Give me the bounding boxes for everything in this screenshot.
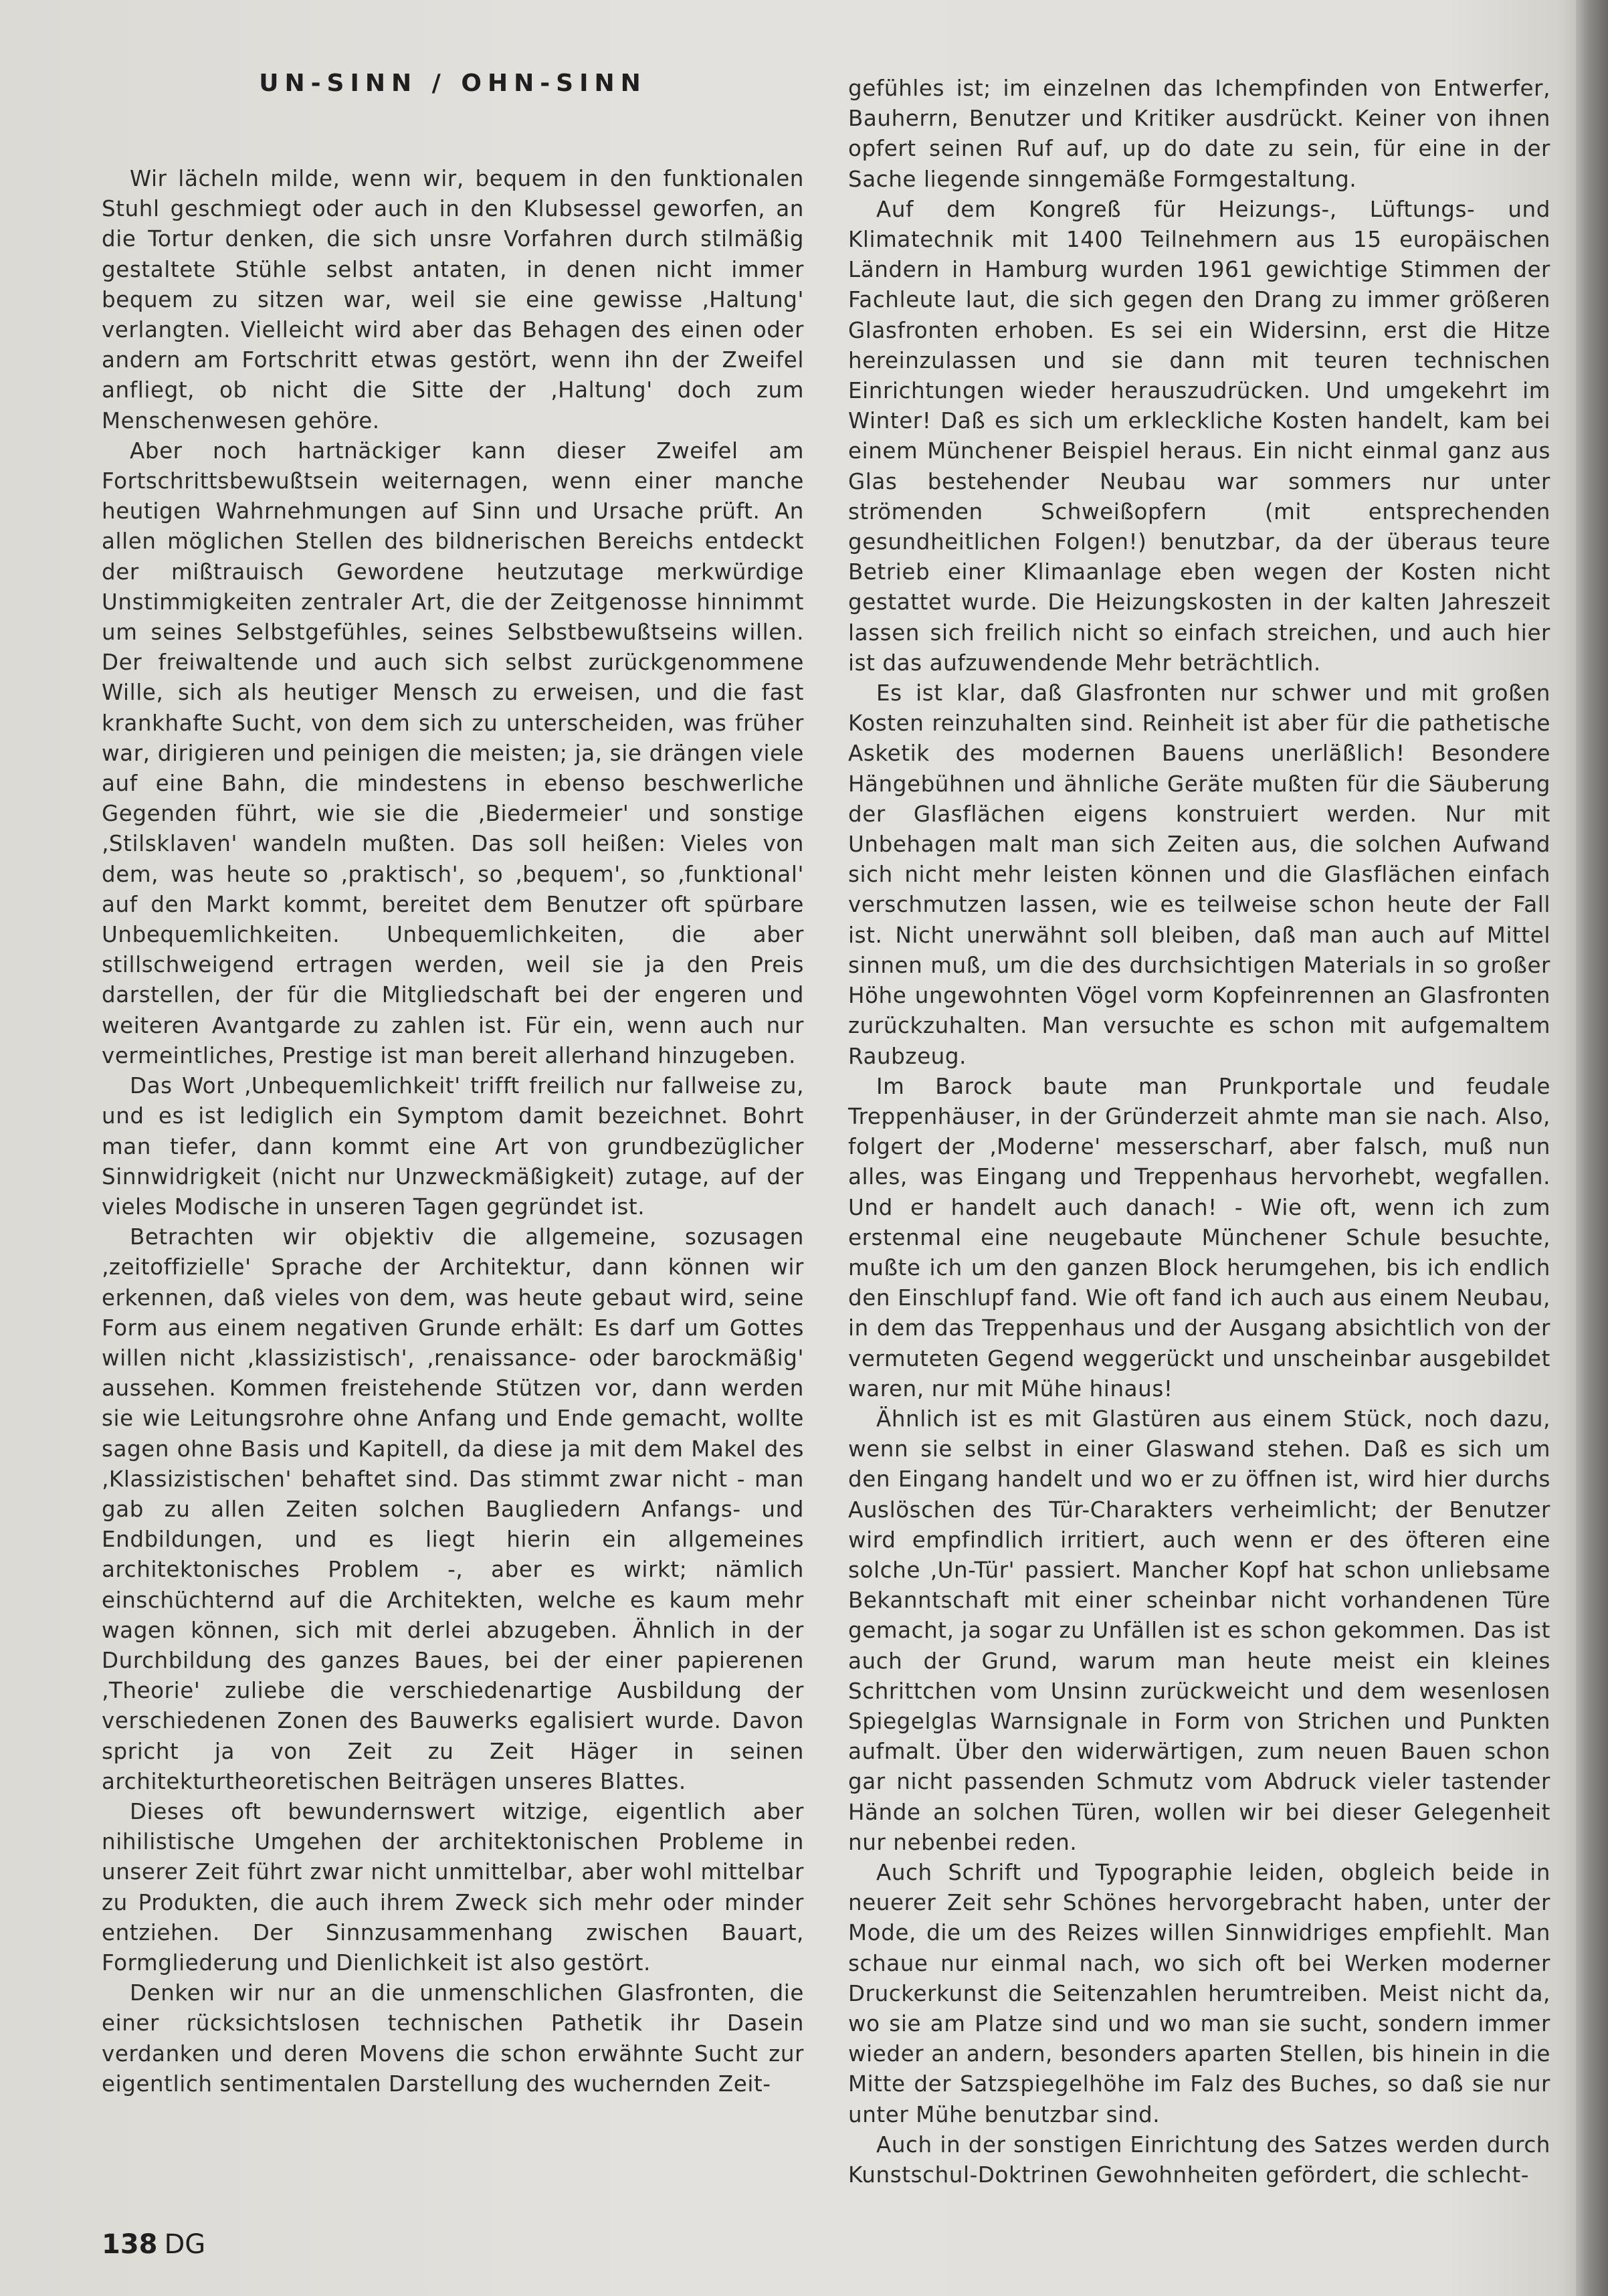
paragraph: Ähnlich ist es mit Glastüren aus einem Stück, noch dazu, wenn sie selbst in einer Glaswand stehen. Daß es sich um den Eingang handelt und wo er zu öffnen ist, wird hier durchs Auslöschen des Tür-Charakters verheimlicht; der Benutzer wird empfindlich irritiert, auch wenn er des öfteren eine solche ‚Un-Tür' passiert. Mancher Kopf hat schon unliebsame Bekanntschaft mit einer scheinbar nicht vorhandenen Türe gemacht, ja sogar zu Unfällen ist es schon gekommen. Das ist auch der Grund, warum man heute meist ein kleines Schrittchen vom Unsinn zurückweicht und dem wesenlosen Spiegelglas Warnsignale in Form von Strichen und Punkten aufmalt. Über den widerwärtigen, zum neuen Bauen schon gar nicht passenden Schmutz vom Abdruck vieler tastender Hände an solchen Türen, wollen wir bei dieser Gelegenheit nur nebenbei reden. <box>848 1406 1550 1855</box>
paragraph: Auf dem Kongreß für Heizungs-, Lüftungs- und Klimatechnik mit 1400 Teilnehmern aus 15 europäischen Ländern in Hamburg wurden 1961 gewichtige Stimmen der Fachleute laut, die sich gegen den Drang zu immer größeren Glasfronten erhoben. Es sei ein Widersinn, erst die Hitze hereinzulassen und sie dann mit teuren technischen Einrichtungen wieder herauszudrücken. Und umgekehrt im Winter! Daß es sich um erkleckliche Kosten handelt, kam bei einem Münchener Beispiel heraus. Ein nicht einmal ganz aus Glas bestehender Neubau war sommers nur unter strömenden Schweißopfern (mit entsprechenden gesundheitlichen Folgen!) benutzbar, da der überaus teure Betrieb einer Klimaanlage eben wegen der Kosten nicht gestattet wurde. Die Heizungskosten in der kalten Jahreszeit lassen sich freilich nicht so einfach streichen, und auch hier ist das aufzuwendende Mehr beträchtlich. <box>848 196 1550 676</box>
paragraph: Im Barock baute man Prunkportale und feudale Treppenhäuser, in der Gründerzeit ahmte man sie nach. Also, folgert der ‚Moderne' messerscharf, aber falsch, muß nun alles, was Eingang und Treppenhaus hervorhebt, wegfallen. Und er handelt auch danach! - Wie oft, wenn ich zum erstenmal eine neugebaute Münchener Schule besuchte, mußte ich um den ganzen Block herumgehen, bis ich endlich den Einschlupf fand. Wie oft fand ich auch aus einem Neubau, in dem das Treppenhaus und der Ausgang absichtlich von der vermuteten Gegend weggerückt und unscheinbar ausgebildet waren, nur mit Mühe hinaus! <box>848 1073 1550 1402</box>
page-folio <box>102 2228 205 2261</box>
left-column <box>102 64 804 2271</box>
page-number: 138 <box>102 2229 158 2260</box>
paragraph: Das Wort ‚Unbequemlichkeit' trifft freilich nur fallweise zu, und es ist lediglich ein Symptom damit bezeichnet. Bohrt man tiefer, dann kommt eine Art von grundbezüglicher Sinnwidrigkeit (nicht nur Unzweckmäßigkeit) zutage, auf der vieles Modische in unseren Tagen gegründet ist. <box>102 1073 804 1220</box>
paragraph: Denken wir nur an die unmenschlichen Glasfronten, die einer rücksichtslosen technischen Pathetik ihr Dasein verdanken und deren Movens die schon erwähnte Sucht zur eigentlich sentimentalen Darstellung des wuchernden Zeit- <box>102 1980 804 2097</box>
right-column <box>848 74 1550 2281</box>
paragraph: Wir lächeln milde, wenn wir, bequem in den funktionalen Stuhl geschmiegt oder auch in den Klubsessel geworfen, an die Tortur denken, die sich unsre Vorfahren durch stilmäßig gestaltete Stühle selbst antaten, in denen nicht immer bequem zu sitzen war, weil sie eine gewisse ‚Haltung' verlangten. Vielleicht wird aber das Behagen des einen oder andern am Fortschritt etwas gestört, wenn ihn der Zweifel anfliegt, ob nicht die Sitte der ‚Haltung' doch zum Menschenwesen gehöre. <box>102 166 804 434</box>
paragraph: gefühles ist; im einzelnen das Ichempfinden von Entwerfer, Bauherrn, Benutzer und Kritiker ausdrückt. Keiner von ihnen opfert seinen Ruf auf, up do date zu sein, für eine in der Sache liegende sinngemäße Formgestaltung. <box>848 76 1550 192</box>
paragraph: Dieses oft bewundernswert witzige, eigentlich aber nihilistische Umgehen der architektonischen Probleme in unserer Zeit führt zwar nicht unmittelbar, aber wohl mittelbar zu Produkten, die auch ihrem Zweck sich mehr oder minder entziehen. Der Sinnzusammenhang zwischen Bauart, Formgliederung und Dienlichkeit ist also gestört. <box>102 1798 804 1976</box>
paragraph: Auch in der sonstigen Einrichtung des Satzes werden durch Kunstschul-Doktrinen Gewohnheiten gefördert, die schlecht- <box>848 2131 1550 2188</box>
article-title: UN-SINN / OHN-SINN <box>259 70 647 97</box>
paragraph: Auch Schrift und Typographie leiden, obgleich beide in neuerer Zeit sehr Schönes hervorgebracht haben, unter der Mode, die um des Reizes willen Sinnwidriges empfiehlt. Man schaue nur einmal nach, wo sich oft bei Werken moderner Druckerkunst die Seitenzahlen herumtreiben. Meist nicht da, wo sie am Platze sind und wo man sie sucht, sondern immer wieder an andern, besonders aparten Stellen, bis hinein in die Mitte der Satzspiegelhöhe im Falz des Buches, so daß sie nur unter Mühe benutzbar sind. <box>848 1859 1550 2127</box>
publication-label: DG <box>164 2229 206 2260</box>
book-spine-shadow <box>1576 0 1608 2296</box>
paragraph: Es ist klar, daß Glasfronten nur schwer und mit großen Kosten reinzuhalten sind. Reinheit ist aber für die pathetische Asketik des modernen Bauens unerläßlich! Besondere Hängebühnen und ähnliche Geräte mußten für die Säuberung der Glasflächen eigens konstruiert werden. Nur mit Unbehagen malt man sich Zeiten aus, die solchen Aufwand sich nicht mehr leisten können und die Glasflächen einfach verschmutzen lassen, wie es teilweise schon heute der Fall ist. Nicht unerwähnt soll bleiben, daß man auch auf Mittel sinnen muß, um die des durchsichtigen Materials in so großer Höhe ungewohnten Vögel vorm Kopfeinrennen an Glasfronten zurückzuhalten. Man versuchte es schon mit aufgemaltem Raubzeug. <box>848 680 1550 1069</box>
paragraph: Aber noch hartnäckiger kann dieser Zweifel am Fortschrittsbewußtsein weiternagen, wenn einer manche heutigen Wahrnehmungen auf Sinn und Ursache prüft. An allen möglichen Stellen des bildnerischen Bereichs entdeckt der mißtrauisch Gewordene heutzutage merkwürdige Unstimmigkeiten zentraler Art, die der Zeitgenosse hinnimmt um seines Selbstgefühles, seines Selbstbewußtseins willen. Der freiwaltende und auch sich selbst zurückgenommene Wille, sich als heutiger Mensch zu erweisen, und die fast krankhafte Sucht, von dem sich zu unterscheiden, was früher war, dirigieren und peinigen die meisten; ja, sie drängen viele auf eine Bahn, die mindestens in ebenso beschwerliche Gegenden führt, wie sie die ‚Biedermeier' und sonstige ‚Stilsklaven' wandeln mußten. Das soll heißen: Vieles von dem, was heute so ‚praktisch', so ‚bequem', so ‚funktional' auf den Markt kommt, bereitet dem Benutzer oft spürbare Unbequemlichkeiten. Unbequemlichkeiten, die aber stillschweigend ertragen werden, weil sie ja den Preis darstellen, der für die Mitgliedschaft bei der engeren und weiteren Avantgarde zu zahlen ist. Für ein, wenn auch nur vermeintliches, Prestige ist man bereit allerhand hinzugeben. <box>102 438 804 1068</box>
paragraph: Betrachten wir objektiv die allgemeine, sozusagen ‚zeitoffizielle' Sprache der Architektur, dann können wir erkennen, daß vieles von dem, was heute gebaut wird, seine Form aus einem negativen Grunde erhält: Es darf um Gottes willen nicht ‚klassizistisch', ‚renaissance- oder barockmäßig' aussehen. Kommen freistehende Stützen vor, dann werden sie wie Leitungsrohre ohne Anfang und Ende gemacht, wollte sagen ohne Basis und Kapitell, da diese ja mit dem Makel des ‚Klassizistischen' behaftet sind. Das stimmt zwar nicht - man gab zu allen Zeiten solchen Baugliedern Anfangs- und Endbildungen, und es liegt hierin ein allgemeines architektonisches Problem -, aber es wirkt; nämlich einschüchternd auf die Architekten, welche es kaum mehr wagen können, sich mit derlei abzugeben. Ähnlich in der Durchbildung des ganzes Baues, bei der einer papierenen ‚Theorie' zuliebe die verschiedenartige Ausbildung der verschiedenen Zonen des Bauwerks egalisiert wurde. Davon spricht ja von Zeit zu Zeit Häger in seinen architekturtheoretischen Beiträgen unseres Blattes. <box>102 1224 804 1794</box>
